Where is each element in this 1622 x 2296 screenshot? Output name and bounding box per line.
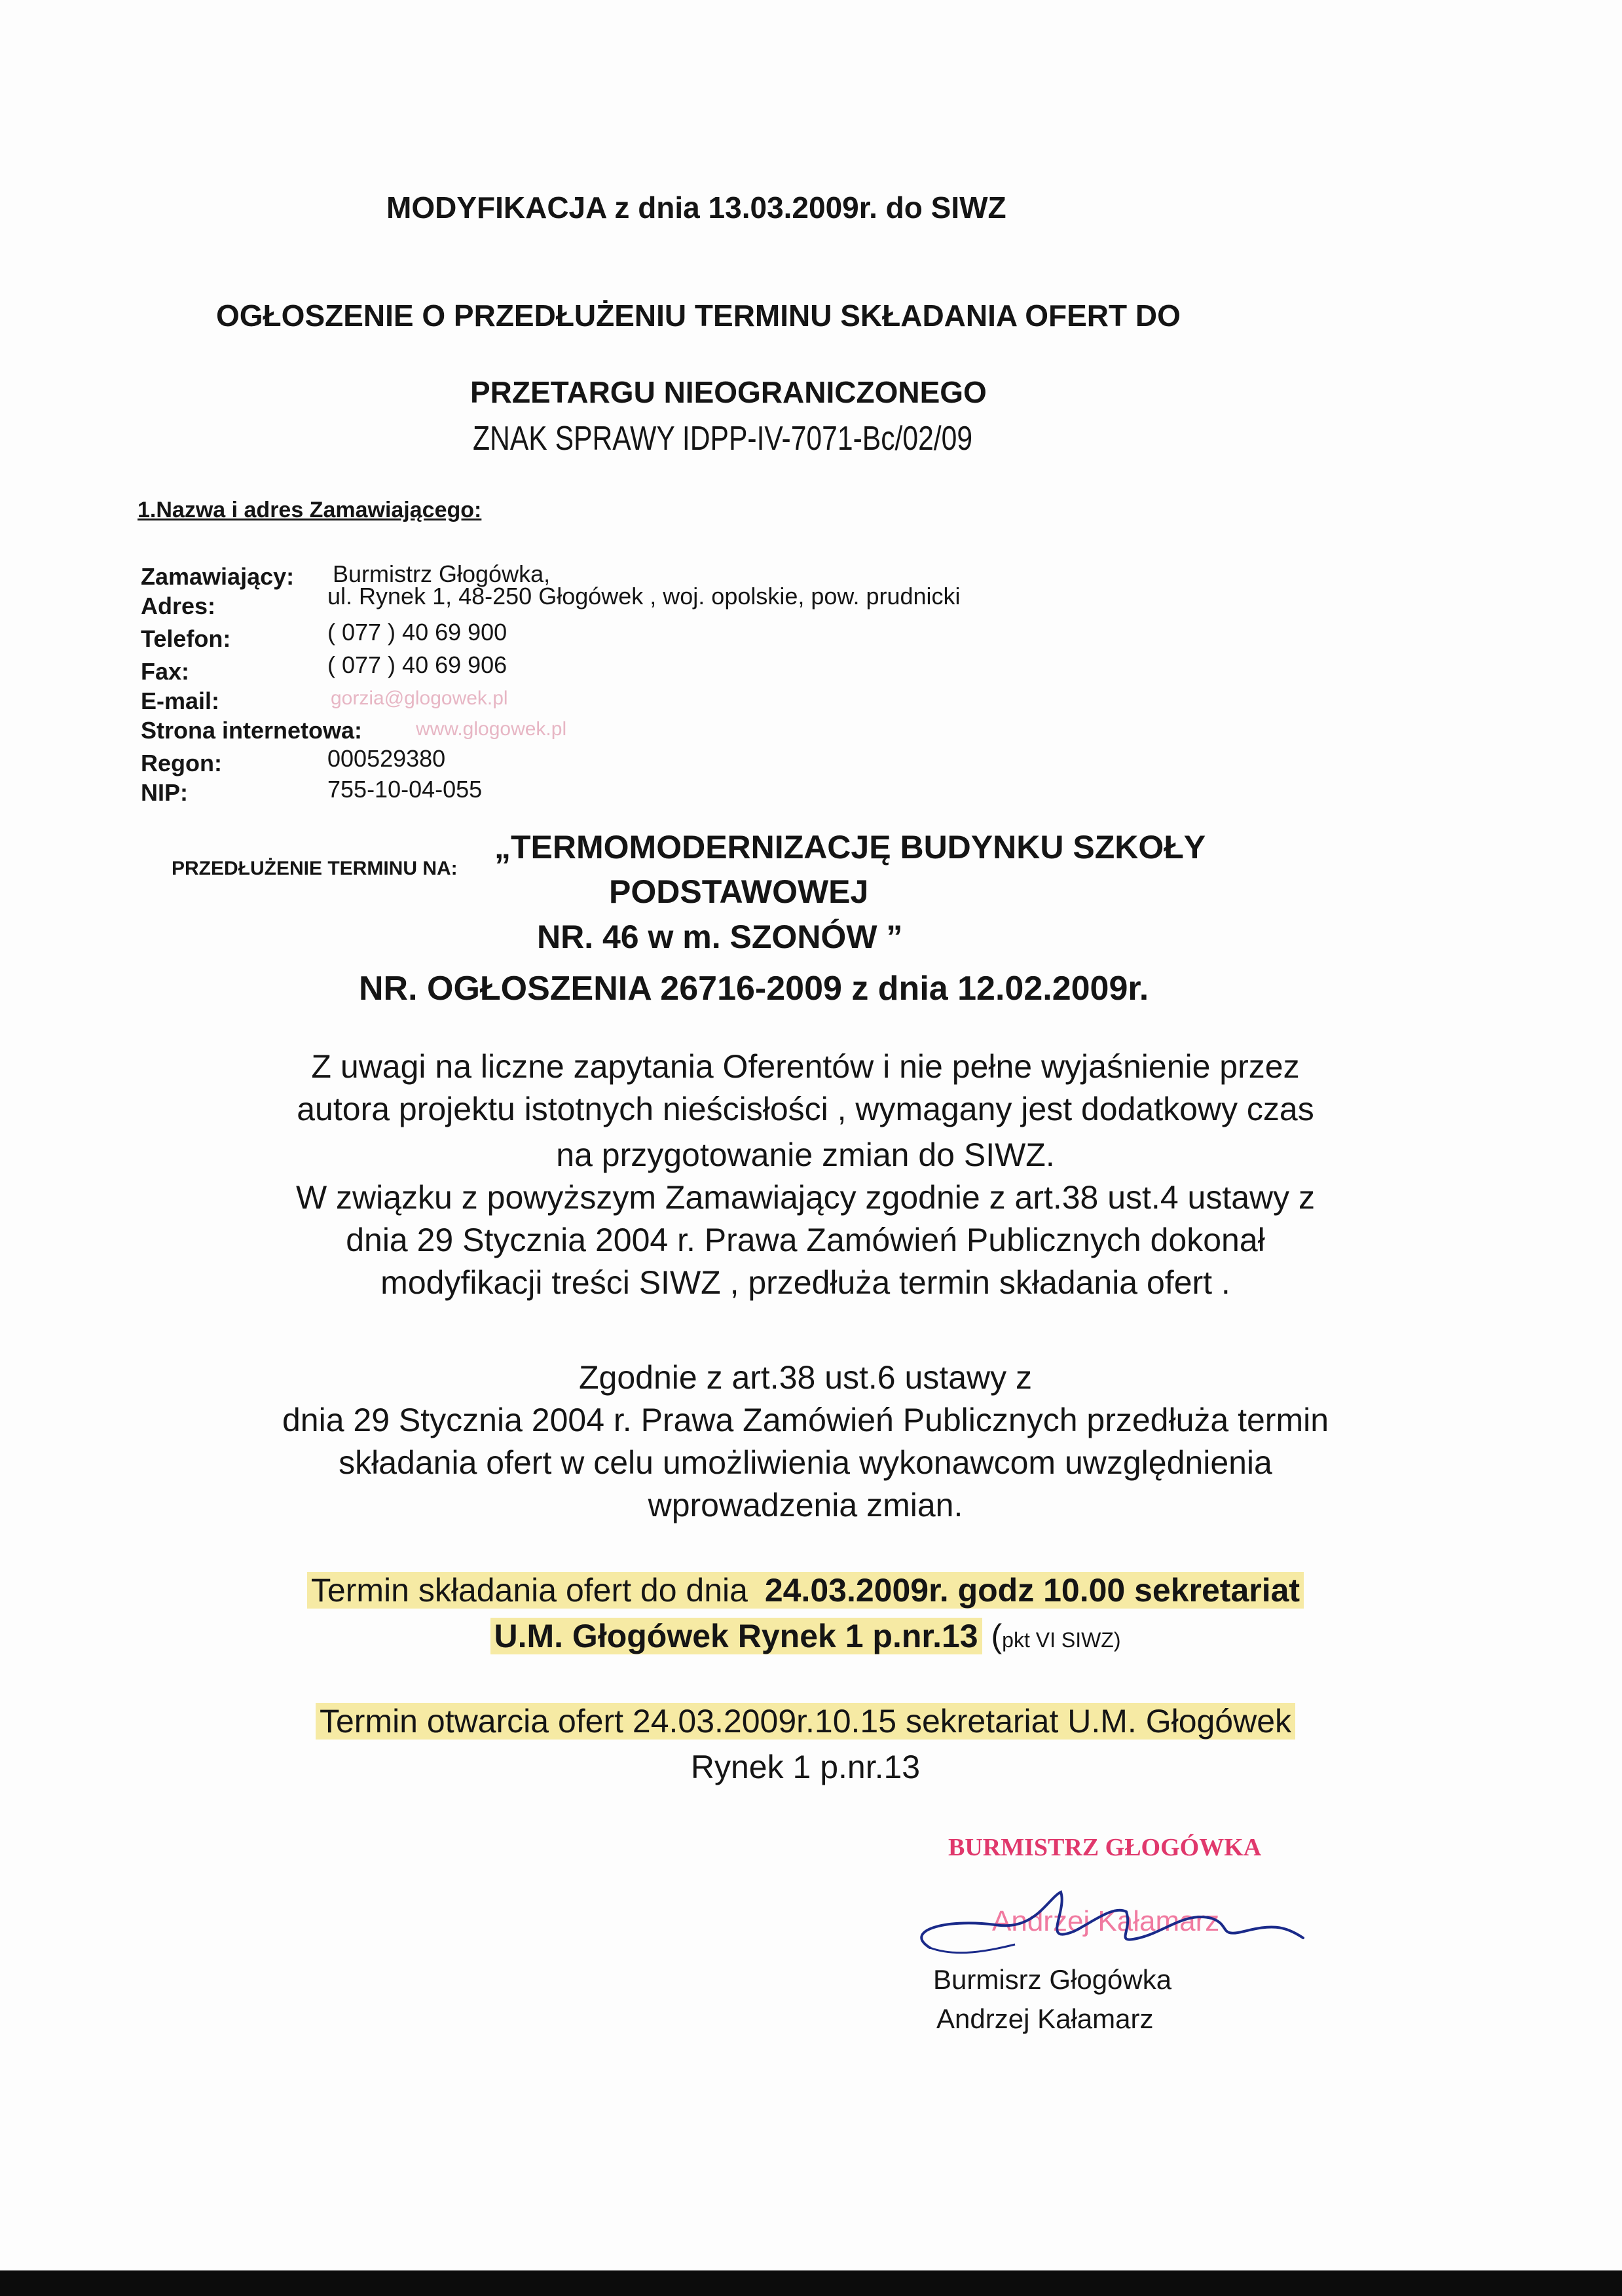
- nip-label: NIP:: [141, 779, 188, 806]
- body-p2-line3: modyfikacji treści SIWZ , przedłuża termin składania ofert .: [380, 1264, 1230, 1301]
- body-p3-line2: dnia 29 Stycznia 2004 r. Prawa Zamówień Publicznych przedłuża termin: [282, 1402, 1329, 1438]
- body-p3-line4: wprowadzenia zmian.: [648, 1487, 963, 1523]
- extension-title-line1: „TERMOMODERNIZACJĘ BUDYNKU SZKOŁY: [494, 829, 1206, 866]
- announcement-heading: OGŁOSZENIE O PRZEDŁUŻENIU TERMINU SKŁADANIA OFERT DO: [216, 299, 1181, 333]
- stamp-name: Andrzej Kałamarz: [992, 1905, 1220, 1937]
- extension-label: PRZEDŁUŻENIE TERMINU NA:: [172, 858, 458, 879]
- body-p3-line1: Zgodnie z art.38 ust.6 ustawy z: [578, 1359, 1033, 1396]
- handwritten-signature: [904, 1886, 1323, 1977]
- deadline-place: U.M. Głogówek Rynek 1 p.nr.13: [490, 1618, 982, 1654]
- section-title: 1.Nazwa i adres Zamawiającego:: [138, 498, 482, 522]
- modification-heading: MODYFIKACJA z dnia 13.03.2009r. do SIWZ: [386, 191, 1006, 225]
- extension-title-line2: PODSTAWOWEJ: [609, 873, 869, 910]
- zamawiajacy-label: Zamawiający:: [141, 563, 295, 590]
- extension-title-line3: NR. 46 w m. SZONÓW ”: [537, 919, 903, 955]
- body-p1-line1: Z uwagi na liczne zapytania Oferentów i nie pełne wyjaśnienie przez: [311, 1048, 1300, 1085]
- adres-value: ul. Rynek 1, 48-250 Głogówek , woj. opolskie, pow. prudnicki: [327, 583, 961, 610]
- opening-line1: [131, 1702, 1480, 1740]
- telefon-label: Telefon:: [141, 625, 231, 652]
- deadline-ref: pkt VI SIWZ): [1002, 1628, 1121, 1652]
- body-p2-line1: W związku z powyższym Zamawiający zgodnie z art.38 ust.4 ustawy z: [295, 1179, 1316, 1216]
- strona-label: Strona internetowa:: [141, 717, 363, 744]
- announcement-number: NR. OGŁOSZENIA 26716-2009 z dnia 12.02.2009r.: [359, 970, 1149, 1008]
- strona-value: www.glogowek.pl: [416, 718, 567, 740]
- deadline-line1: [131, 1571, 1480, 1609]
- opening-line2: Rynek 1 p.nr.13: [690, 1749, 921, 1785]
- signatory-title: Burmisrz Głogówka: [933, 1964, 1172, 1995]
- regon-value: 000529380: [327, 745, 446, 772]
- fax-label: Fax:: [141, 658, 190, 685]
- nip-value: 755-10-04-055: [327, 776, 483, 803]
- stamp-title: BURMISTRZ GŁOGÓWKA: [948, 1834, 1262, 1861]
- signatory-name: Andrzej Kałamarz: [936, 2003, 1154, 2034]
- tender-type-heading: PRZETARGU NIEOGRANICZONEGO: [470, 375, 987, 409]
- case-number: ZNAK SPRAWY IDPP-IV-7071-Bc/02/09: [473, 420, 973, 458]
- telefon-value: ( 077 ) 40 69 900: [327, 619, 507, 646]
- body-p2-line2: dnia 29 Stycznia 2004 r. Prawa Zamówień Publicznych dokonał: [346, 1222, 1265, 1258]
- body-p1-line3: na przygotowanie zmian do SIWZ.: [556, 1137, 1055, 1173]
- body-p1-line2: autora projektu istotnych nieścisłości , wymagany jest dodatkowy czas: [297, 1091, 1314, 1127]
- deadline-date: 24.03.2009r. godz 10.00 sekretariat: [761, 1572, 1304, 1609]
- fax-value: ( 077 ) 40 69 906: [327, 651, 507, 678]
- email-label: E-mail:: [141, 687, 220, 714]
- deadline-paren: (: [982, 1618, 1003, 1654]
- adres-label: Adres:: [141, 592, 216, 619]
- email-value: gorzia@glogowek.pl: [331, 687, 508, 709]
- body-p3-line3: składania ofert w celu umożliwienia wykonawcom uwzględnienia: [339, 1444, 1272, 1481]
- zamawiajacy-value: Burmistrz Głogówka,: [333, 560, 551, 587]
- deadline-label: Termin składania ofert do dnia: [307, 1572, 761, 1609]
- deadline-line2: [131, 1617, 1480, 1655]
- scan-border: [0, 2270, 1622, 2296]
- opening-text: Termin otwarcia ofert 24.03.2009r.10.15 sekretariat U.M. Głogówek: [316, 1703, 1295, 1740]
- regon-label: Regon:: [141, 750, 222, 776]
